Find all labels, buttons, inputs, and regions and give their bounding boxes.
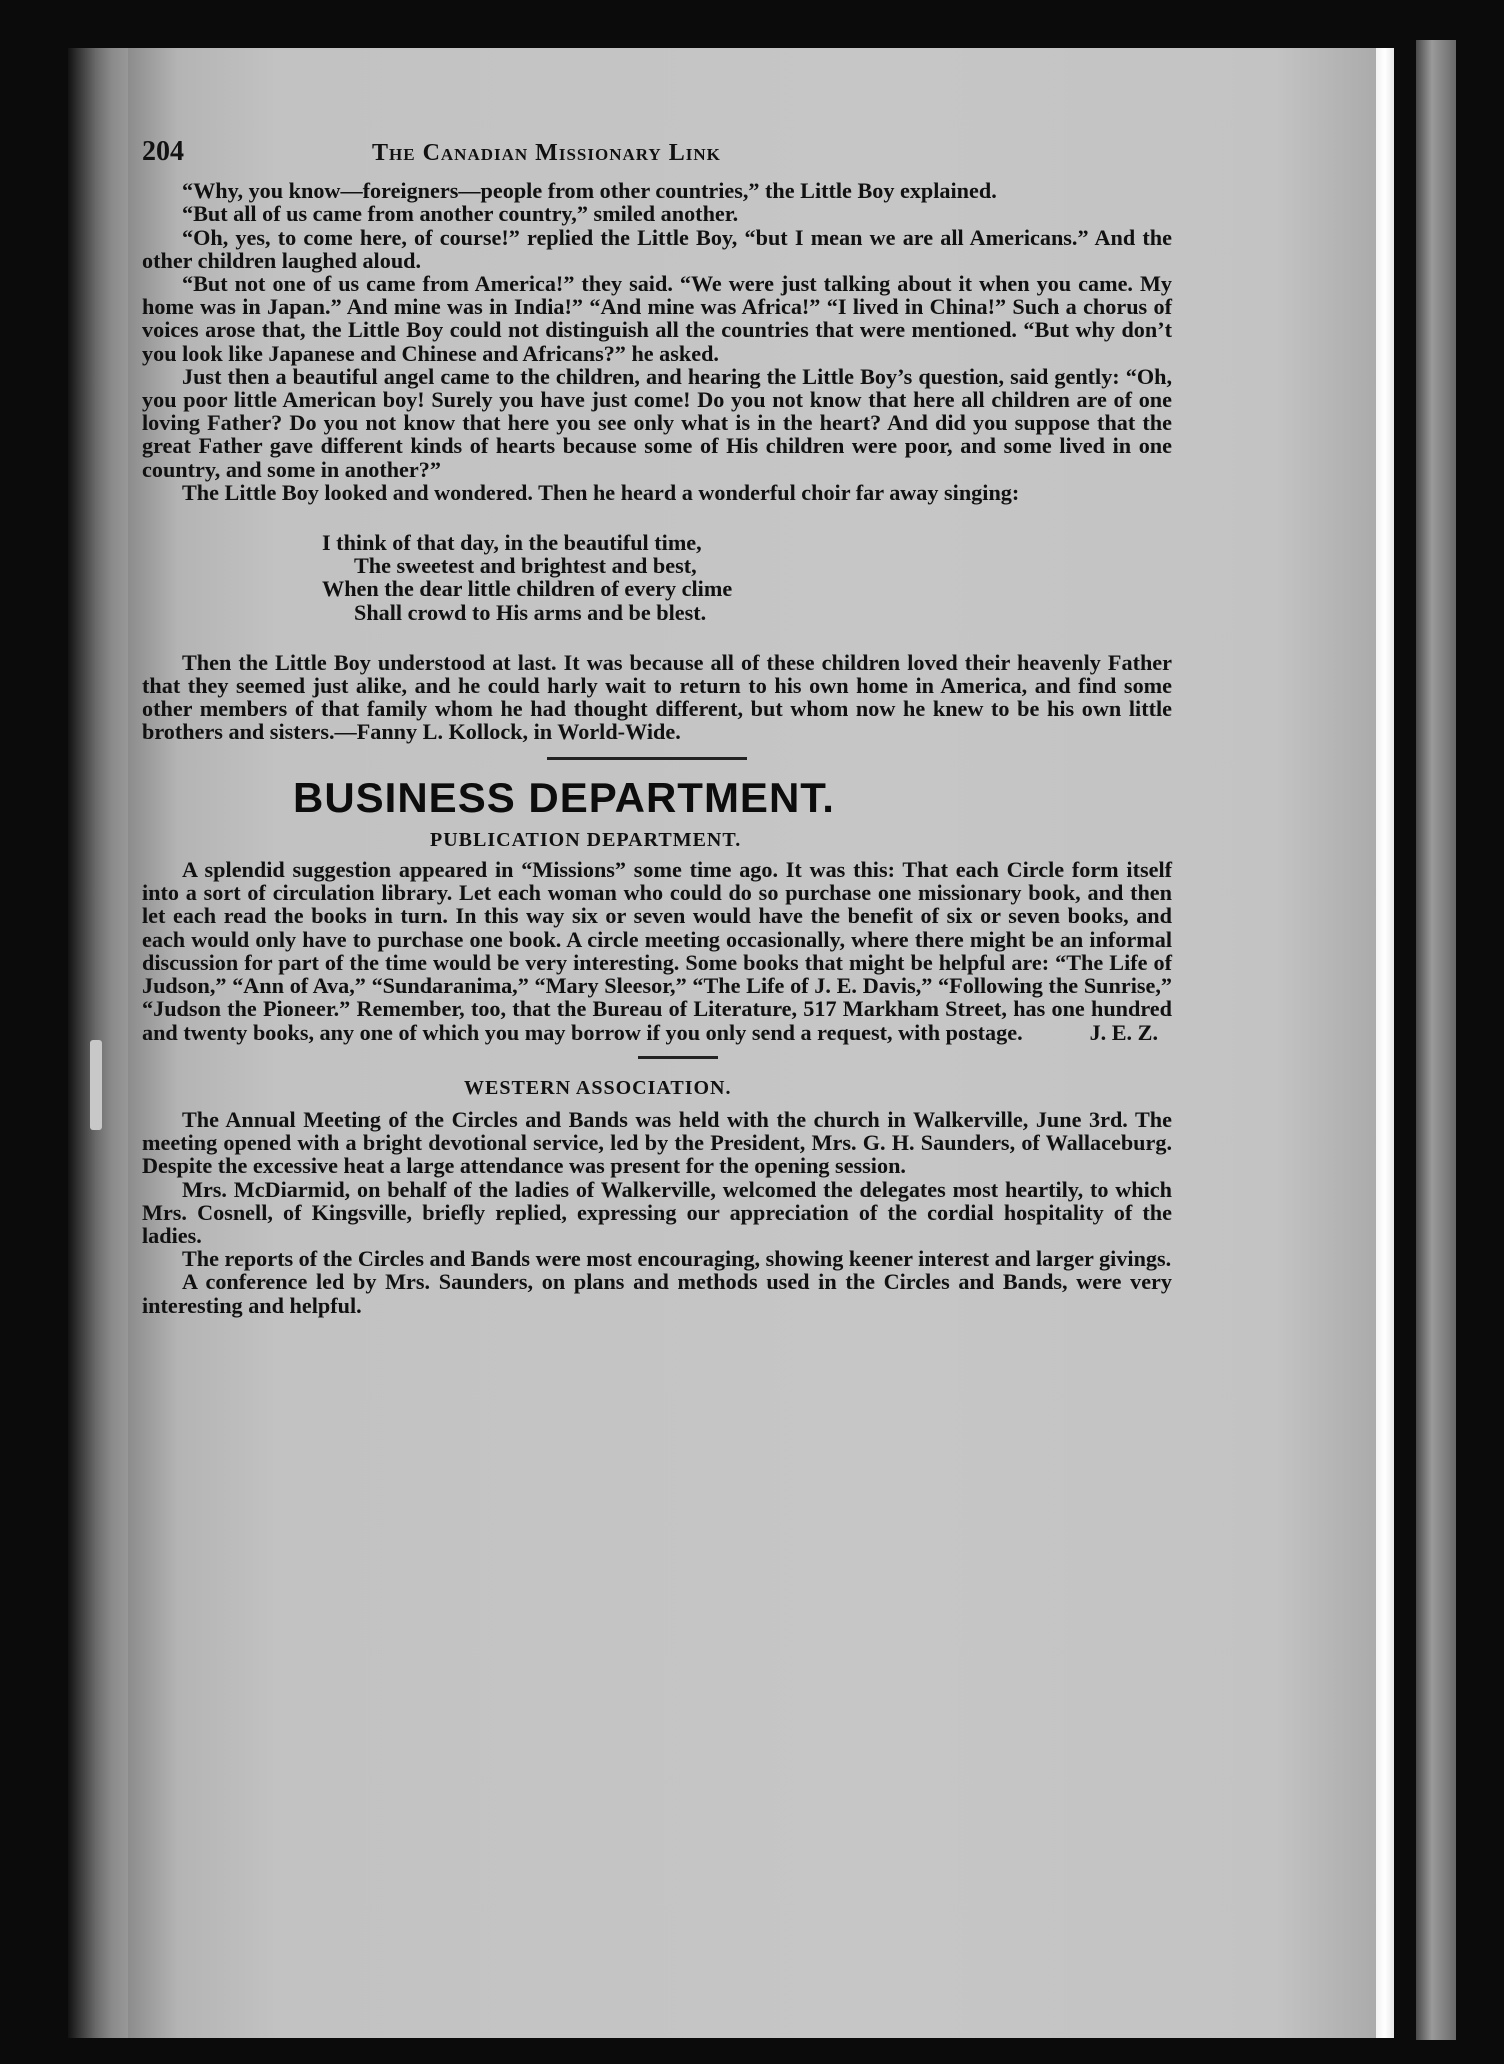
story-paragraph: Just then a beautiful angel came to the children, and hearing the Little Boy’s question, said gently: “Oh, you poor little American boy! Surely you have just come! Do you not know that here all children are of one loving Father? Do you not know that here you see only what is in the heart? And did you suppose that the great Father gave different kinds of hearts because some of His children were poor, and some lived in one country, and some in another?” <box>142 363 1172 482</box>
running-title: The Canadian Missionary Link <box>372 140 721 166</box>
story-paragraph: “But all of us came from another country,” smiled another. <box>182 201 739 227</box>
western-paragraph: A conference led by Mrs. Saunders, on plans and methods used in the Circles and Bands, were very interesting and helpful. <box>142 1269 1172 1318</box>
page-right-edge <box>1376 48 1394 2038</box>
story-paragraph: “Why, you know—foreigners—people from other countries,” the Little Boy explained. <box>182 178 997 204</box>
poem-line: Shall crowd to His arms and be blest. <box>354 599 707 625</box>
poem-stanza <box>142 531 1172 624</box>
story-paragraph: “But not one of us came from America!” they said. “We were just talking about it when you came. My home was in Japan.” And mine was in India!” “And mine was Africa!” “I lived in China!” Such a chorus of voices arose that, the Little Boy could not distinguish all the countries that were mentioned. “But why don’t you look like Japanese and Chinese and Africans?” he asked. <box>142 271 1172 366</box>
publication-body: A splendid suggestion appeared in “Missions” some time ago. It was this: That each Circle form itself into a sort of circulation library. Let each woman who could do so purchase one missionary book, and then let each read the books in turn. In this way six or seven would have the benefit of six or seven books, and each would only have to purchase one book. A circle meeting occasionally, where there might be an informal discussion for part of the time would be very interesting. Some books that might be helpful are: “The Life of Judson,” “Ann of Ava,” “Sundaranima,” “Mary Sleesor,” “The Life of J. E. Davis,” “Following the Sunrise,” “Judson the Pioneer.” Remember, too, that the Bureau of Literature, 517 Markham Street, has one hundred and twenty books, any one of which you may borrow if you only send a request, with postage. <box>142 857 1172 1045</box>
page-content <box>142 136 1172 1318</box>
binding-clip <box>90 1040 102 1130</box>
story-paragraph: “Oh, yes, to come here, of course!” replied the Little Boy, “but I mean we are all Americans.” And the other children laughed aloud. <box>142 224 1172 273</box>
page-header <box>142 136 1172 167</box>
business-department-heading: BUSINESS DEPARTMENT. <box>293 773 835 821</box>
western-paragraph: The reports of the Circles and Bands were most encouraging, showing keener interest and larger givings. <box>182 1246 1172 1272</box>
poem-line: The sweetest and brightest and best, <box>354 553 697 579</box>
western-paragraph: The Annual Meeting of the Circles and Bands was held with the church in Walkerville, June 3rd. The meeting opened with a bright devotional service, led by the President, Mrs. G. H. Saunders, of Wallaceburg. Despite the excessive heat a large attendance was present for the opening session. <box>142 1106 1172 1179</box>
publication-signature: J. E. Z. <box>1089 1019 1158 1045</box>
western-association-heading: WESTERN ASSOCIATION. <box>464 1076 732 1099</box>
publication-paragraph <box>142 858 1172 1044</box>
section-divider <box>638 1056 718 1059</box>
page-number: 204 <box>142 136 184 167</box>
western-paragraph: Mrs. McDiarmid, on behalf of the ladies of Walkerville, welcomed the delegates most heartily, to which Mrs. Cosnell, of Kingsville, briefly replied, expressing our appreciation of the cordial hospitality of the ladies. <box>142 1176 1172 1248</box>
section-divider <box>547 757 747 760</box>
story-closing-paragraph: Then the Little Boy understood at last. It was because all of these children loved their heavenly Father that they seemed just alike, and he could harly wait to return to his own home in America, and find some other members of that family whom he had thought different, but whom now he knew to be his own little brothers and sisters.—Fanny L. Kollock, in World-Wide. <box>142 649 1172 745</box>
adjacent-film-strip <box>1416 40 1456 2040</box>
publication-department-heading: PUBLICATION DEPARTMENT. <box>430 828 742 851</box>
story-paragraph: The Little Boy looked and wondered. Then he heard a wonderful choir far away singing: <box>182 479 1020 505</box>
poem-line: I think of that day, in the beautiful time, <box>322 530 702 556</box>
poem-line: When the dear little children of every clime <box>322 576 733 602</box>
